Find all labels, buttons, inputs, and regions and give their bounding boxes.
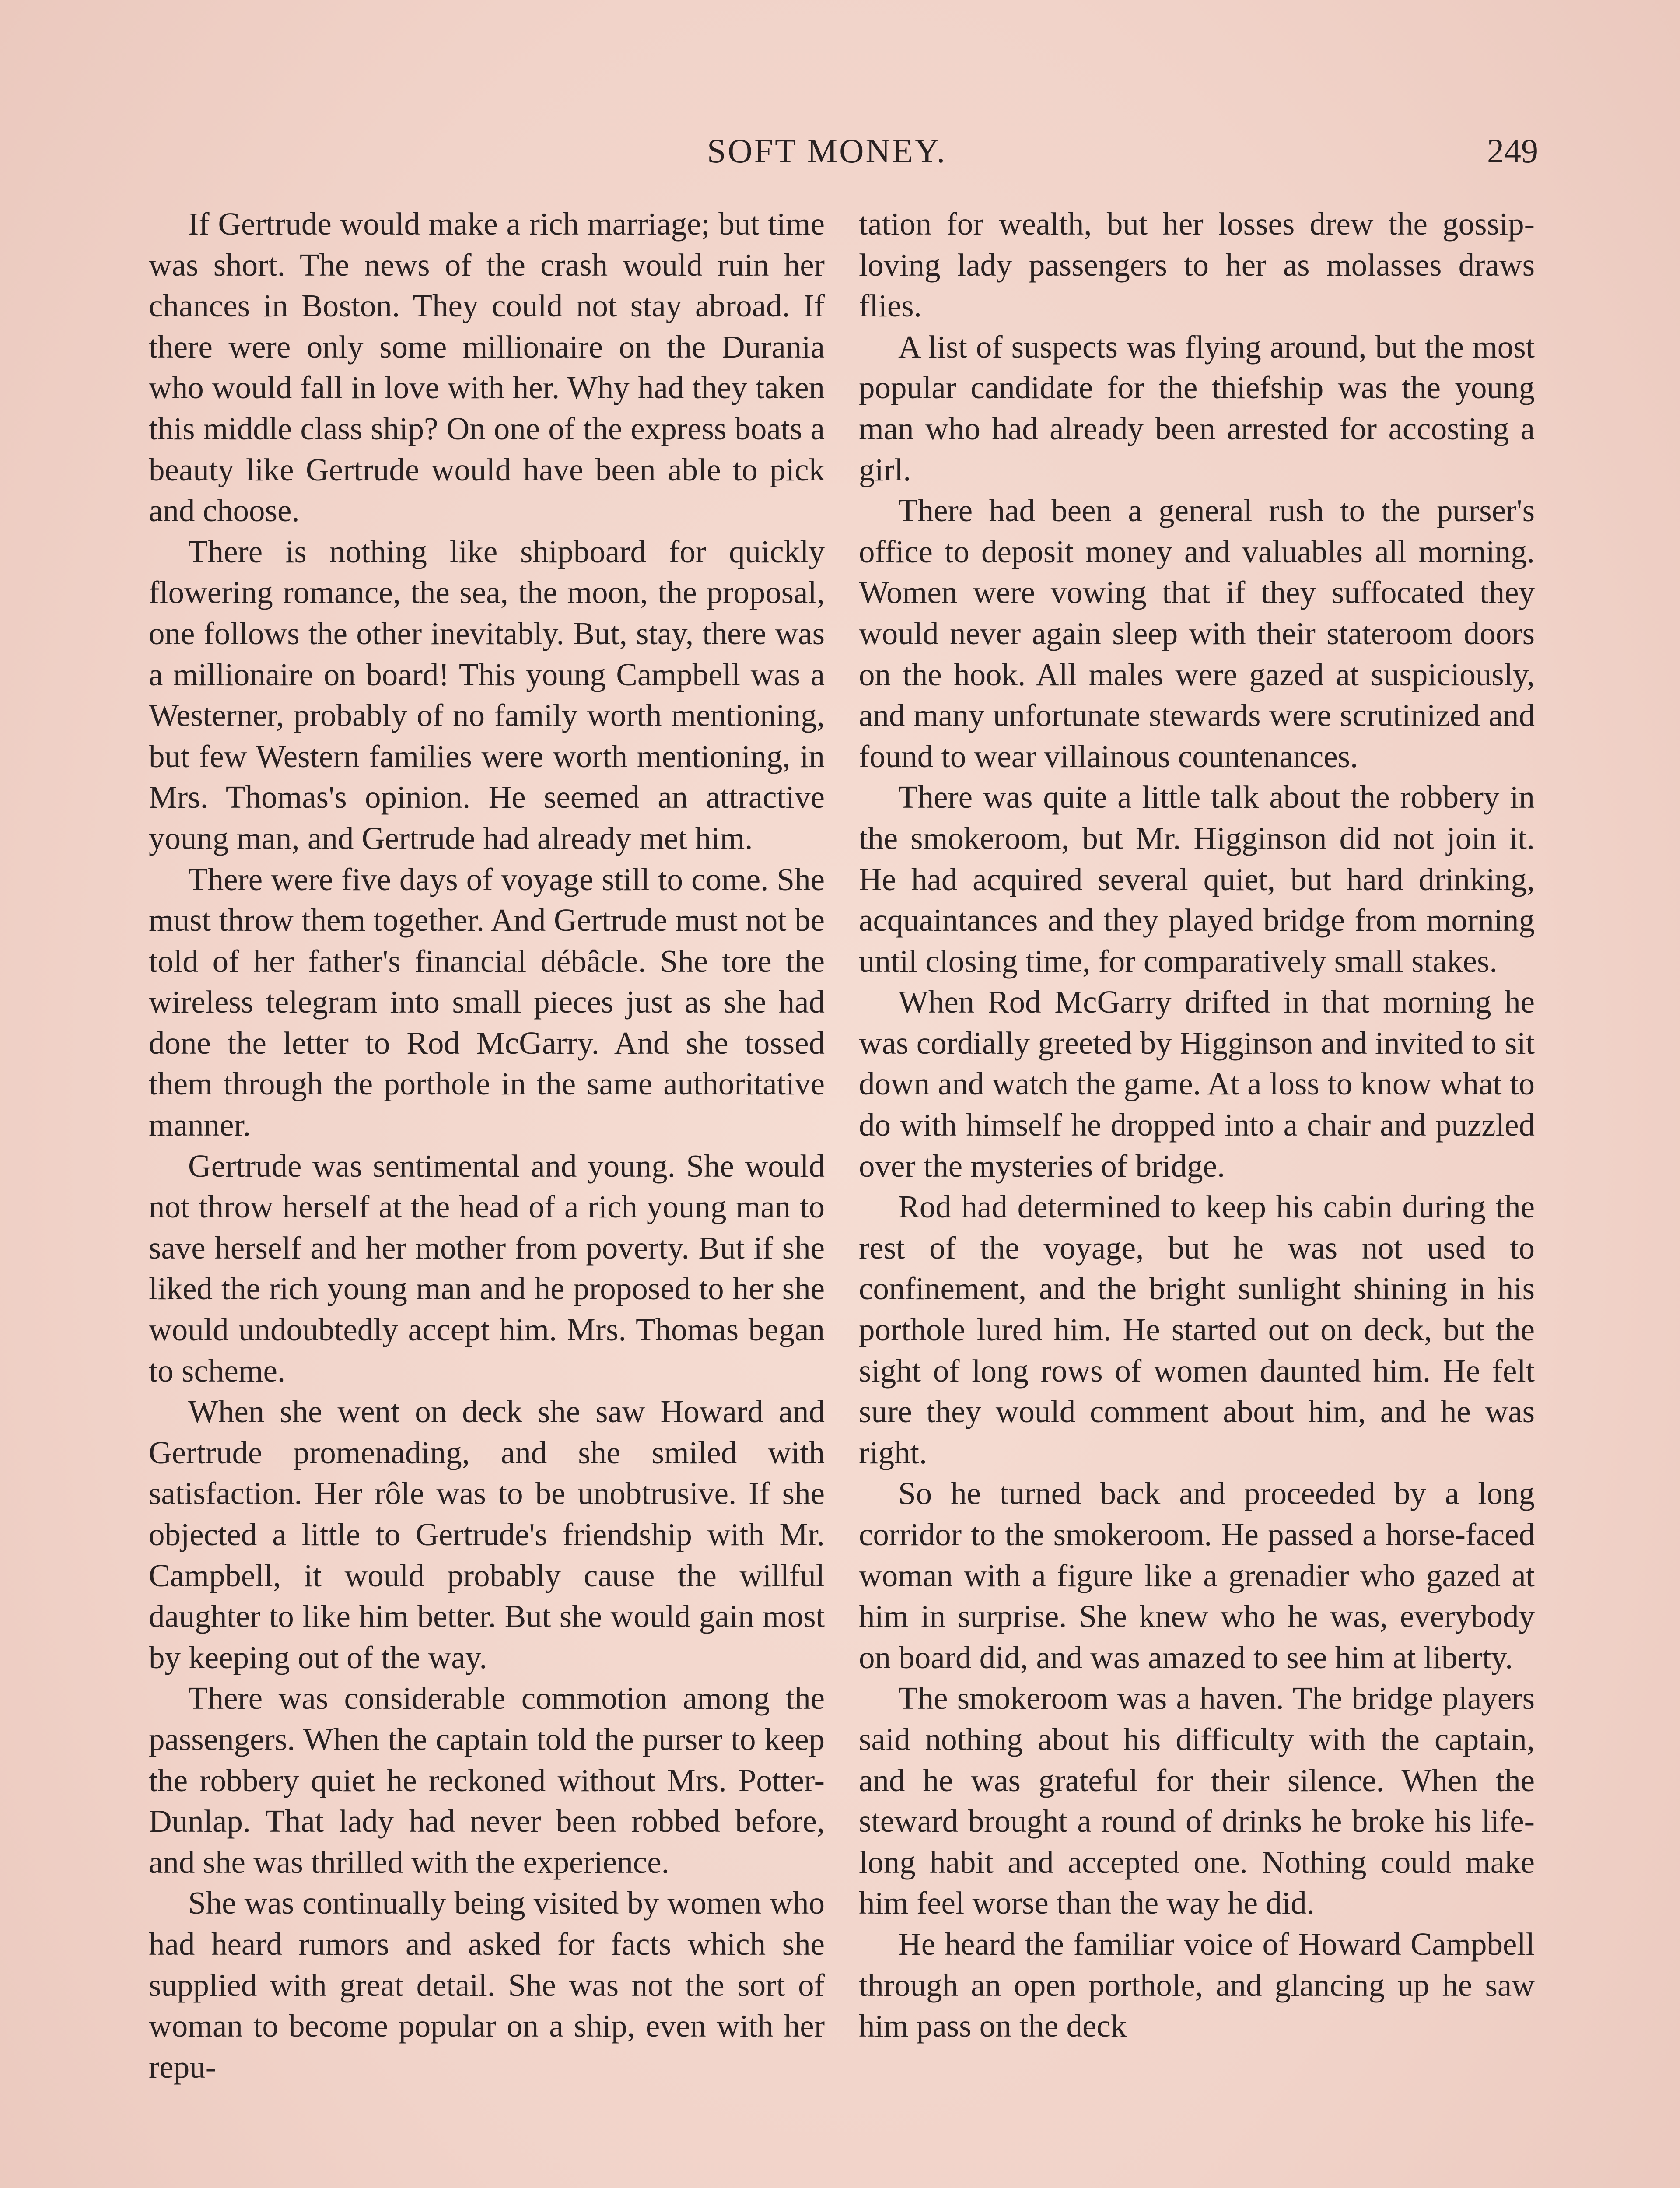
paragraph: There were five days of voyage still to come. She must throw them together. And Gertrude must not be told of her father's financial débâcle. She tore the wireless telegram into small pieces just as she had done the letter to Rod McGarry. And she tossed them through the porthole in the same authoritative manner. bbox=[149, 861, 825, 1143]
paragraph: Rod had determined to keep his cabin during the rest of the voyage, but he was not used to confinement, and the bright sunlight shining in his porthole lured him. He started out on deck, but the sight of long rows of women daunted him. He felt sure they would comment about him, and he was right. bbox=[859, 1189, 1535, 1470]
page-header bbox=[707, 127, 1538, 175]
paragraph: The smokeroom was a haven. The bridge players said nothing about his difficulty with the captain, and he was grateful for their silence. When the steward brought a round of drinks he broke his life-long habit and accepted one. Nothing could make him feel worse than the way he did. bbox=[859, 1680, 1535, 1921]
paragraph: So he turned back and proceeded by a long corridor to the smokeroom. He passed a horse-faced woman with a figure like a grenadier who gazed at him in surprise. She knew who he was, everybody on board did, and was amazed to see him at liberty. bbox=[859, 1476, 1535, 1675]
paragraph-continued: tation for wealth, but her losses drew the gossip-loving lady passengers to her as molasses draws flies. bbox=[859, 206, 1535, 324]
right-column bbox=[859, 203, 1535, 2047]
paragraph: Gertrude was sentimental and young. She would not throw herself at the head of a rich young man to save herself and her mother from poverty. But if she liked the rich young man and he proposed to her she would undoubtedly accept him. Mrs. Thomas began to scheme. bbox=[149, 1148, 825, 1389]
paragraph: There is nothing like shipboard for quickly flowering romance, the sea, the moon, the proposal, one follows the other inevitably. But, stay, there was a millionaire on board! This young Campbell was a Westerner, probably of no family worth mentioning, but few Western families were worth mentioning, in Mrs. Thomas's opinion. He seemed an attractive young man, and Gertrude had already met him. bbox=[149, 533, 825, 856]
paragraph: She was continually being visited by women who had heard rumors and asked for facts which she supplied with great detail. She was not the sort of woman to become popular on a ship, even with her repu- bbox=[149, 1885, 825, 2085]
running-head: SOFT MONEY. bbox=[707, 132, 947, 170]
paragraph: When Rod McGarry drifted in that morning he was cordially greeted by Higginson and invited to sit down and watch the game. At a loss to know what to do with himself he dropped into a chair and puzzled over the mysteries of bridge. bbox=[859, 984, 1535, 1184]
paragraph: If Gertrude would make a rich marriage; but time was short. The news of the crash would ruin her chances in Boston. They could not stay abroad. If there were only some millionaire on the Durania who would fall in love with her. Why had they taken this middle class ship? On one of the express boats a beauty like Gertrude would have been able to pick and choose. bbox=[149, 206, 825, 529]
paragraph: When she went on deck she saw Howard and Gertrude promenading, and she smiled with satisfaction. Her rôle was to be unobtrusive. If she objected a little to Gertrude's friendship with Mr. Campbell, it would probably cause the willful daughter to like him better. But she would gain most by keeping out of the way. bbox=[149, 1394, 825, 1675]
paragraph: There was considerable commotion among the passengers. When the captain told the purser to keep the robbery quiet he reckoned without Mrs. Potter-Dunlap. That lady had never been robbed before, and she was thrilled with the experience. bbox=[149, 1680, 825, 1880]
paragraph: There had been a general rush to the purser's office to deposit money and valuables all morning. Women were vowing that if they suffocated they would never again sleep with their stateroom doors on the hook. All males were gazed at suspiciously, and many unfortunate stewards were scrutinized and found to wear villainous countenances. bbox=[859, 493, 1535, 774]
page-number: 249 bbox=[1487, 132, 1538, 170]
paragraph: A list of suspects was flying around, but the most popular candidate for the thiefship was the young man who had already been arrested for accosting a girl. bbox=[859, 329, 1535, 487]
left-column bbox=[149, 203, 825, 2087]
paragraph: There was quite a little talk about the robbery in the smokeroom, but Mr. Higginson did not join it. He had acquired several quiet, but hard drinking, acquaintances and they played bridge from morning until closing time, for comparatively small stakes. bbox=[859, 779, 1535, 979]
paragraph: He heard the familiar voice of Howard Campbell through an open porthole, and glancing up he saw him pass on the deck bbox=[859, 1926, 1535, 2044]
